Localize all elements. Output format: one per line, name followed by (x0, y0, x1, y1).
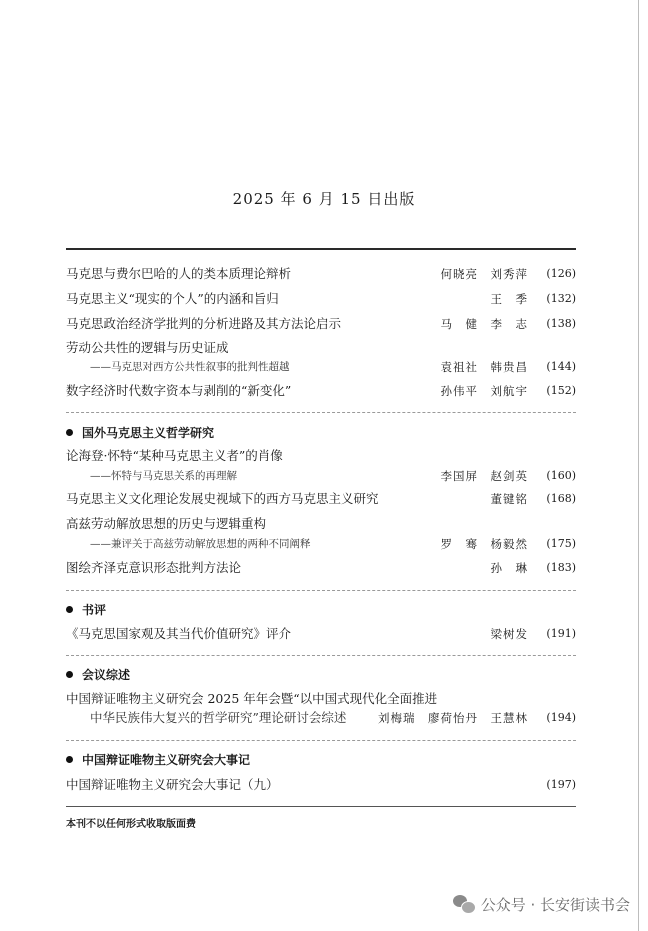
entry-title: 高兹劳动解放思想的历史与逻辑重构 (66, 516, 267, 531)
bullet-icon (66, 671, 73, 678)
entry-title: 马克思主义文化理论发展史视域下的西方马克思主义研究 (66, 491, 379, 506)
entry-authors: 王 季 (490, 292, 528, 306)
toc-entry-subtitle[interactable] (66, 535, 576, 553)
entry-subtitle: 中华民族伟大复兴的哲学研究”理论研讨会综述 (90, 710, 347, 725)
publication-date: 2025 年 6 月 15 日出版 (232, 190, 416, 208)
section-divider (66, 740, 576, 741)
section-divider (66, 655, 576, 656)
toc-entry-subtitle[interactable] (66, 358, 576, 376)
section-heading-text: 国外马克思主义哲学研究 (82, 426, 215, 440)
section-heading-text: 会议综述 (82, 668, 131, 682)
toc-entry-subtitle[interactable] (66, 467, 576, 485)
entry-title: 马克思政治经济学批判的分析进路及其方法论启示 (66, 316, 342, 331)
entry-page: (168) (546, 492, 576, 505)
bullet-icon (66, 606, 73, 613)
entry-page: (197) (546, 778, 576, 791)
toc-entry[interactable] (66, 315, 576, 333)
watermark (453, 893, 630, 915)
entry-title: 中国辩证唯物主义研究会 2025 年年会暨“以中国式现代化全面推进 (66, 691, 438, 706)
entry-authors: 孙伟平 刘航宇 (440, 384, 528, 398)
toc-entry[interactable] (66, 625, 576, 643)
wechat-icon (453, 893, 475, 915)
page-edge-line (638, 0, 639, 931)
entry-title: 中国辩证唯物主义研究会大事记（九） (66, 777, 279, 792)
section-heading-conference (66, 666, 576, 684)
toc-entry-subtitle[interactable] (66, 709, 576, 727)
entry-title: 论海登·怀特“某种马克思主义者”的肖像 (66, 448, 283, 463)
toc-entry[interactable] (66, 559, 576, 577)
watermark-text: 公众号 · 长安街读书会 (480, 895, 630, 914)
entry-page: (126) (546, 267, 576, 280)
entry-title: 劳动公共性的逻辑与历史证成 (66, 340, 229, 355)
entry-page: (191) (546, 627, 576, 640)
toc-entry[interactable] (66, 515, 576, 533)
section-heading-text: 中国辩证唯物主义研究会大事记 (82, 753, 251, 767)
entry-title: 马克思主义“现实的个人”的内涵和旨归 (66, 291, 279, 306)
entry-authors: 何晓亮 刘秀萍 (440, 267, 528, 281)
entry-authors: 董键铭 (490, 492, 528, 506)
entry-page: (144) (546, 360, 576, 373)
fee-notice: 本刊不以任何形式收取版面费 (66, 819, 196, 830)
section-divider (66, 590, 576, 591)
footer-rule (66, 806, 576, 807)
bullet-icon (66, 429, 73, 436)
entry-authors: 罗 骞 杨毅然 (440, 537, 528, 551)
section-heading-text: 书评 (82, 603, 107, 617)
toc-entry[interactable] (66, 690, 576, 708)
entry-page: (132) (546, 292, 576, 305)
entry-authors: 刘梅瑞 廖荷怡丹 王慧林 (378, 711, 528, 725)
entry-page: (152) (546, 384, 576, 397)
entry-subtitle: ——兼评关于高兹劳动解放思想的两种不同阐释 (90, 538, 311, 550)
entry-subtitle: ——马克思对西方公共性叙事的批判性超越 (90, 361, 290, 373)
toc-entry[interactable] (66, 290, 576, 308)
entry-title: 数字经济时代数字资本与剥削的“新变化” (66, 383, 292, 398)
toc-entry[interactable] (66, 776, 576, 794)
entry-page: (183) (546, 561, 576, 574)
entry-authors: 袁祖社 韩贵昌 (440, 360, 528, 374)
section-heading-foreign (66, 424, 576, 442)
entry-authors: 梁树发 (490, 627, 528, 641)
entry-page: (175) (546, 537, 576, 550)
section-heading-events (66, 751, 576, 769)
entry-subtitle: ——怀特与马克思关系的再理解 (90, 470, 237, 482)
section-heading-review (66, 601, 576, 619)
section-divider (66, 412, 576, 413)
bullet-icon (66, 756, 73, 763)
entry-page: (194) (546, 711, 576, 724)
toc-entry[interactable] (66, 447, 576, 465)
entry-title: 图绘齐泽克意识形态批判方法论 (66, 560, 242, 575)
toc-entry[interactable] (66, 382, 576, 400)
entry-page: (138) (546, 317, 576, 330)
entry-title: 《马克思国家观及其当代价值研究》评介 (66, 626, 292, 641)
entry-authors: 马 健 李 志 (440, 317, 528, 331)
toc-entry[interactable] (66, 339, 576, 357)
toc-entry[interactable] (66, 265, 576, 283)
entry-authors: 李国屏 赵剑英 (440, 469, 528, 483)
entry-authors: 孙 琳 (490, 561, 528, 575)
top-rule (66, 248, 576, 250)
entry-page: (160) (546, 469, 576, 482)
entry-title: 马克思与费尔巴哈的人的类本质理论辩析 (66, 266, 292, 281)
toc-entry[interactable] (66, 490, 576, 508)
